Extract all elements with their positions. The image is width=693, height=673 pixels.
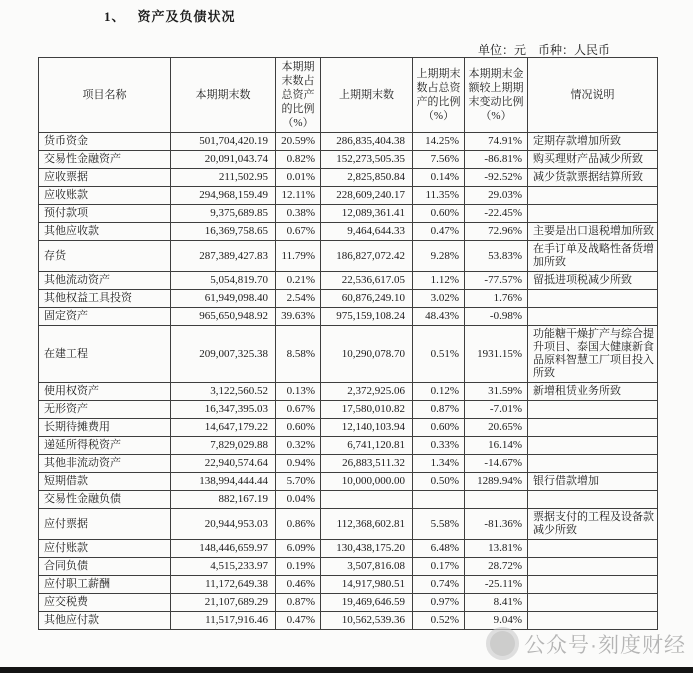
prior-pct-cell: 0.17% [413, 558, 465, 576]
prior-pct-cell: 0.60% [413, 205, 465, 223]
prior-amount-cell: 2,372,925.06 [321, 383, 413, 401]
change-pct-cell: 20.65% [465, 419, 528, 437]
change-pct-cell: 31.59% [465, 383, 528, 401]
col-header-prior-amount: 上期期末数 [321, 58, 413, 133]
item-name-cell: 合同负债 [39, 558, 171, 576]
current-amount-cell: 3,122,560.52 [171, 383, 276, 401]
current-pct-cell: 0.67% [276, 401, 321, 419]
item-name-cell: 交易性金融负债 [39, 491, 171, 509]
prior-amount-cell: 152,273,505.35 [321, 151, 413, 169]
current-amount-cell: 11,517,916.46 [171, 612, 276, 630]
table-row [39, 455, 658, 473]
remarks-cell [528, 576, 658, 594]
prior-amount-cell: 22,536,617.05 [321, 272, 413, 290]
current-pct-cell: 0.46% [276, 576, 321, 594]
current-amount-cell: 882,167.19 [171, 491, 276, 509]
current-pct-cell: 0.60% [276, 419, 321, 437]
item-name-cell: 长期待摊费用 [39, 419, 171, 437]
prior-pct-cell: 3.02% [413, 290, 465, 308]
item-name-cell: 存货 [39, 241, 171, 272]
item-name-cell: 其他非流动资产 [39, 455, 171, 473]
remarks-cell [528, 558, 658, 576]
table-row [39, 241, 658, 272]
current-amount-cell: 20,944,953.03 [171, 509, 276, 540]
prior-amount-cell: 9,464,644.33 [321, 223, 413, 241]
prior-pct-cell: 0.33% [413, 437, 465, 455]
item-name-cell: 预付款项 [39, 205, 171, 223]
prior-pct-cell: 0.50% [413, 473, 465, 491]
section-title [104, 6, 236, 25]
current-pct-cell: 2.54% [276, 290, 321, 308]
current-amount-cell: 138,994,444.44 [171, 473, 276, 491]
remarks-cell [528, 419, 658, 437]
prior-pct-cell: 14.25% [413, 133, 465, 151]
prior-amount-cell [321, 491, 413, 509]
remarks-cell: 留抵进项税减少所致 [528, 272, 658, 290]
table-row [39, 308, 658, 326]
remarks-cell [528, 491, 658, 509]
prior-amount-cell: 6,741,120.81 [321, 437, 413, 455]
item-name-cell: 交易性金融资产 [39, 151, 171, 169]
prior-amount-cell: 3,507,816.08 [321, 558, 413, 576]
current-pct-cell: 6.09% [276, 540, 321, 558]
table-row [39, 169, 658, 187]
current-amount-cell: 211,502.95 [171, 169, 276, 187]
item-name-cell: 应付账款 [39, 540, 171, 558]
change-pct-cell: 16.14% [465, 437, 528, 455]
current-amount-cell: 16,347,395.03 [171, 401, 276, 419]
change-pct-cell: -25.11% [465, 576, 528, 594]
remarks-cell [528, 308, 658, 326]
prior-amount-cell: 17,580,010.82 [321, 401, 413, 419]
col-header-item-name: 项目名称 [39, 58, 171, 133]
item-name-cell: 其他流动资产 [39, 272, 171, 290]
remarks-cell: 新增租赁业务所致 [528, 383, 658, 401]
change-pct-cell: 1931.15% [465, 326, 528, 383]
table-row [39, 272, 658, 290]
current-pct-cell: 8.58% [276, 326, 321, 383]
table-row [39, 223, 658, 241]
current-pct-cell: 0.19% [276, 558, 321, 576]
prior-pct-cell: 0.52% [413, 612, 465, 630]
current-amount-cell: 61,949,098.40 [171, 290, 276, 308]
remarks-cell [528, 594, 658, 612]
prior-amount-cell: 12,089,361.41 [321, 205, 413, 223]
prior-pct-cell: 0.60% [413, 419, 465, 437]
change-pct-cell: 13.81% [465, 540, 528, 558]
prior-pct-cell: 0.74% [413, 576, 465, 594]
col-header-prior-pct: 上期期末数占总资产的比例（%） [413, 58, 465, 133]
current-amount-cell: 20,091,043.74 [171, 151, 276, 169]
prior-pct-cell: 7.56% [413, 151, 465, 169]
item-name-cell: 应付职工薪酬 [39, 576, 171, 594]
remarks-cell [528, 205, 658, 223]
change-pct-cell: -77.57% [465, 272, 528, 290]
table-row [39, 151, 658, 169]
current-amount-cell: 14,647,179.22 [171, 419, 276, 437]
remarks-cell: 购买理财产品减少所致 [528, 151, 658, 169]
table-row [39, 383, 658, 401]
table-row [39, 205, 658, 223]
change-pct-cell: 74.91% [465, 133, 528, 151]
col-header-current-amount: 本期期末数 [171, 58, 276, 133]
change-pct-cell: 1289.94% [465, 473, 528, 491]
prior-pct-cell [413, 491, 465, 509]
table-row [39, 401, 658, 419]
prior-pct-cell: 0.51% [413, 326, 465, 383]
prior-pct-cell: 0.14% [413, 169, 465, 187]
change-pct-cell: 29.03% [465, 187, 528, 205]
table-row [39, 540, 658, 558]
prior-amount-cell: 112,368,602.81 [321, 509, 413, 540]
prior-pct-cell: 6.48% [413, 540, 465, 558]
remarks-cell [528, 540, 658, 558]
item-name-cell: 货币资金 [39, 133, 171, 151]
table-header-row [39, 58, 658, 133]
change-pct-cell [465, 491, 528, 509]
currency-label: 币种：人民币 [538, 43, 611, 57]
watermark-text: 公众号·刻度财经 [524, 633, 686, 657]
remarks-cell: 减少货款票据结算所致 [528, 169, 658, 187]
prior-amount-cell: 10,000,000.00 [321, 473, 413, 491]
prior-pct-cell: 48.43% [413, 308, 465, 326]
item-name-cell: 在建工程 [39, 326, 171, 383]
current-pct-cell: 0.87% [276, 594, 321, 612]
item-name-cell: 使用权资产 [39, 383, 171, 401]
prior-pct-cell: 0.12% [413, 383, 465, 401]
change-pct-cell: -86.81% [465, 151, 528, 169]
change-pct-cell: -7.01% [465, 401, 528, 419]
prior-pct-cell: 9.28% [413, 241, 465, 272]
current-pct-cell: 0.47% [276, 612, 321, 630]
current-amount-cell: 11,172,649.38 [171, 576, 276, 594]
current-pct-cell: 20.59% [276, 133, 321, 151]
assets-liabilities-table [38, 57, 658, 630]
table-row [39, 326, 658, 383]
remarks-cell [528, 401, 658, 419]
current-pct-cell: 0.13% [276, 383, 321, 401]
current-pct-cell: 0.38% [276, 205, 321, 223]
prior-pct-cell: 0.87% [413, 401, 465, 419]
change-pct-cell: 1.76% [465, 290, 528, 308]
current-pct-cell: 0.86% [276, 509, 321, 540]
current-pct-cell: 39.63% [276, 308, 321, 326]
current-amount-cell: 5,054,819.70 [171, 272, 276, 290]
prior-amount-cell: 60,876,249.10 [321, 290, 413, 308]
change-pct-cell: 28.72% [465, 558, 528, 576]
current-pct-cell: 5.70% [276, 473, 321, 491]
current-pct-cell: 0.82% [276, 151, 321, 169]
item-name-cell: 无形资产 [39, 401, 171, 419]
prior-pct-cell: 1.12% [413, 272, 465, 290]
remarks-cell [528, 290, 658, 308]
item-name-cell: 应收票据 [39, 169, 171, 187]
current-pct-cell: 0.01% [276, 169, 321, 187]
prior-amount-cell: 10,290,078.70 [321, 326, 413, 383]
current-amount-cell: 148,446,659.97 [171, 540, 276, 558]
current-pct-cell: 0.67% [276, 223, 321, 241]
current-amount-cell: 294,968,159.49 [171, 187, 276, 205]
prior-amount-cell: 14,917,980.51 [321, 576, 413, 594]
current-amount-cell: 21,107,689.29 [171, 594, 276, 612]
item-name-cell: 其他权益工具投资 [39, 290, 171, 308]
item-name-cell: 其他应收款 [39, 223, 171, 241]
prior-pct-cell: 5.58% [413, 509, 465, 540]
prior-pct-cell: 0.97% [413, 594, 465, 612]
prior-amount-cell: 26,883,511.32 [321, 455, 413, 473]
prior-pct-cell: 0.47% [413, 223, 465, 241]
current-pct-cell: 0.21% [276, 272, 321, 290]
prior-amount-cell: 2,825,850.84 [321, 169, 413, 187]
prior-amount-cell: 186,827,072.42 [321, 241, 413, 272]
unit-line [478, 41, 610, 58]
remarks-cell: 在手订单及战略性备货增加所致 [528, 241, 658, 272]
col-header-change-pct: 本期期末金额较上期期末变动比例（%） [465, 58, 528, 133]
change-pct-cell: 53.83% [465, 241, 528, 272]
item-name-cell: 递延所得税资产 [39, 437, 171, 455]
change-pct-cell: -81.36% [465, 509, 528, 540]
current-amount-cell: 287,389,427.83 [171, 241, 276, 272]
item-name-cell: 应交税费 [39, 594, 171, 612]
table-row [39, 576, 658, 594]
remarks-cell [528, 455, 658, 473]
prior-amount-cell: 10,562,539.36 [321, 612, 413, 630]
table-row [39, 594, 658, 612]
prior-pct-cell: 1.34% [413, 455, 465, 473]
current-amount-cell: 22,940,574.64 [171, 455, 276, 473]
current-amount-cell: 7,829,029.88 [171, 437, 276, 455]
change-pct-cell: -0.98% [465, 308, 528, 326]
current-amount-cell: 501,704,420.19 [171, 133, 276, 151]
remarks-cell: 票据支付的工程及设备款减少所致 [528, 509, 658, 540]
item-name-cell: 其他应付款 [39, 612, 171, 630]
table-row [39, 612, 658, 630]
item-name-cell: 应收账款 [39, 187, 171, 205]
remarks-cell: 定期存款增加所致 [528, 133, 658, 151]
current-amount-cell: 16,369,758.65 [171, 223, 276, 241]
change-pct-cell: 8.41% [465, 594, 528, 612]
current-amount-cell: 965,650,948.92 [171, 308, 276, 326]
remarks-cell [528, 437, 658, 455]
table-row [39, 558, 658, 576]
current-amount-cell: 209,007,325.38 [171, 326, 276, 383]
bottom-border-bar [0, 667, 693, 673]
item-name-cell: 应付票据 [39, 509, 171, 540]
watermark-logo-icon [486, 627, 519, 660]
table-row [39, 491, 658, 509]
table-row [39, 509, 658, 540]
item-name-cell: 固定资产 [39, 308, 171, 326]
change-pct-cell: -22.45% [465, 205, 528, 223]
prior-amount-cell: 975,159,108.24 [321, 308, 413, 326]
table-row [39, 290, 658, 308]
prior-amount-cell: 12,140,103.94 [321, 419, 413, 437]
col-header-remarks: 情况说明 [528, 58, 658, 133]
watermark [486, 627, 686, 660]
remarks-cell: 银行借款增加 [528, 473, 658, 491]
current-amount-cell: 4,515,233.97 [171, 558, 276, 576]
table-row [39, 133, 658, 151]
current-pct-cell: 12.11% [276, 187, 321, 205]
prior-amount-cell: 228,609,240.17 [321, 187, 413, 205]
current-pct-cell: 0.94% [276, 455, 321, 473]
prior-amount-cell: 130,438,175.20 [321, 540, 413, 558]
item-name-cell: 短期借款 [39, 473, 171, 491]
current-pct-cell: 0.32% [276, 437, 321, 455]
table-row [39, 419, 658, 437]
remarks-cell: 功能糖干燥扩产与综合提升项目、泰国大健康新食品原料智慧工厂项目投入所致 [528, 326, 658, 383]
col-header-current-pct: 本期期末数占总资产的比例（%） [276, 58, 321, 133]
change-pct-cell: 72.96% [465, 223, 528, 241]
table-row [39, 473, 658, 491]
table-row [39, 437, 658, 455]
change-pct-cell: -14.67% [465, 455, 528, 473]
unit-label: 单位：元 [478, 43, 527, 57]
current-pct-cell: 0.04% [276, 491, 321, 509]
prior-pct-cell: 11.35% [413, 187, 465, 205]
section-number: 1、 [104, 9, 126, 24]
remarks-cell [528, 187, 658, 205]
current-amount-cell: 9,375,689.85 [171, 205, 276, 223]
table-row [39, 187, 658, 205]
current-pct-cell: 11.79% [276, 241, 321, 272]
change-pct-cell: -92.52% [465, 169, 528, 187]
remarks-cell: 主要是出口退税增加所致 [528, 223, 658, 241]
prior-amount-cell: 19,469,646.59 [321, 594, 413, 612]
page-title: 资产及负债状况 [137, 9, 236, 24]
remarks-cell [528, 612, 658, 630]
prior-amount-cell: 286,835,404.38 [321, 133, 413, 151]
change-pct-cell: 9.04% [465, 612, 528, 630]
